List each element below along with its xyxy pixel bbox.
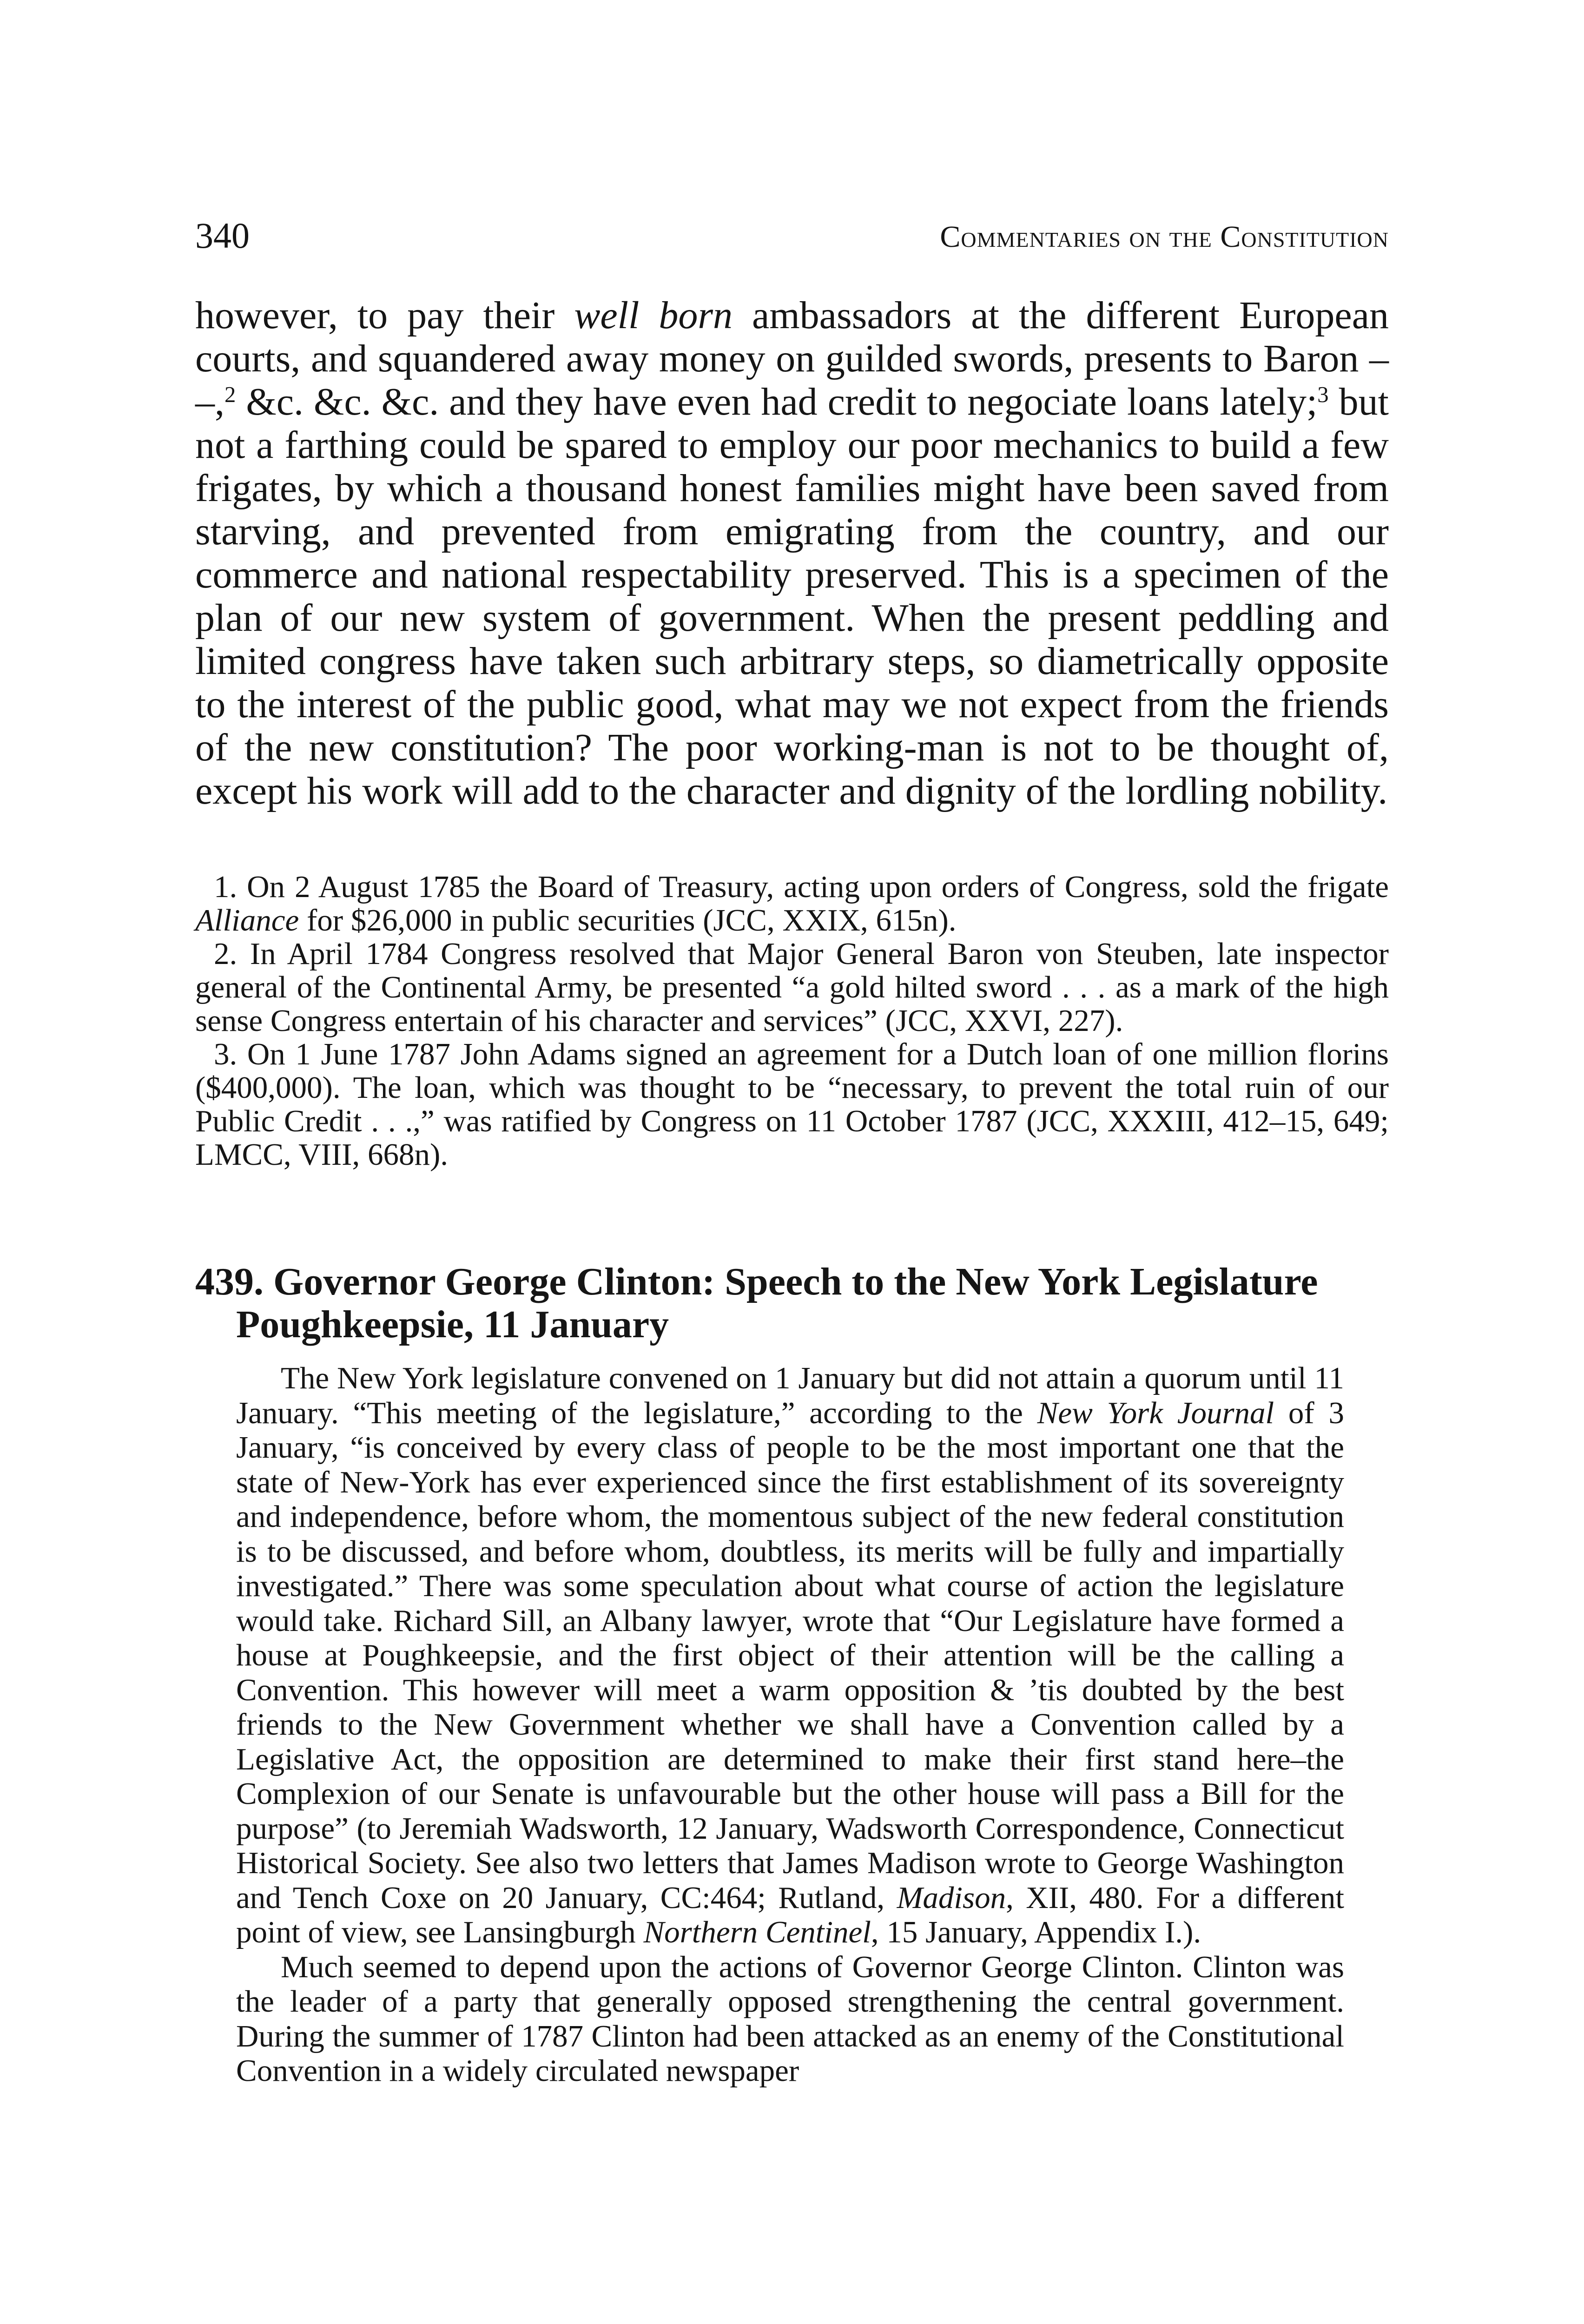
body-text-4: but not a farthing could be spared to employ our poor mechanics to build a few frigates, by which a thousand honest families might have been saved from starving, and prevented from emigrating from the country, and our commerce and national respectability preserved. This is a specimen of the plan of our new system of government. When the present peddling and limited congress have taken such arbitrary steps, so diametrically opposite to the interest of the public good, what may we not expect from the friends of the new constitution? The poor working-man is not to be thought of, except his work will add to the character and dignity of the lordling nobility. bbox=[195, 380, 1389, 812]
section-heading-line-2: Poughkeepsie, 11 January bbox=[236, 1303, 669, 1346]
intro-italic-madison: Madison bbox=[897, 1880, 1006, 1915]
running-head bbox=[195, 215, 1389, 257]
footnote-1-text-b: for $26,000 in public securities (JCC, XXIX, 615n). bbox=[299, 903, 957, 938]
footnote-ref-3: 3 bbox=[1317, 382, 1329, 408]
footnote-2: 2. In April 1784 Congress resolved that Major General Baron von Steuben, late inspector general of the Continental Army, be presented “a gold hilted sword . . . as a mark of the high sense Congress entertain of his character and services” (JCC, XXVI, 227). bbox=[195, 937, 1389, 1038]
body-italic-well-born: well born bbox=[574, 294, 733, 337]
body-paragraph bbox=[195, 294, 1389, 812]
section-heading bbox=[195, 1261, 1389, 1346]
footnote-1 bbox=[195, 870, 1389, 937]
body-text-1: however, to pay their bbox=[195, 294, 574, 337]
body-text-2: ambassadors at the different European courts, and squandered away money on guilded swords, presents to Baron – –, bbox=[195, 294, 1389, 423]
page-number: 340 bbox=[195, 215, 250, 256]
intro-paragraph-1 bbox=[236, 1361, 1344, 1950]
editorial-introduction bbox=[236, 1361, 1344, 2088]
footnote-1-italic: Alliance bbox=[195, 903, 299, 938]
intro-text-a: The New York legislature convened on 1 January but did not attain a quorum until 11 January. “This meeting of the legislature,” according to the bbox=[236, 1361, 1344, 1430]
footnotes bbox=[195, 870, 1389, 1171]
footnote-3: 3. On 1 June 1787 John Adams signed an agreement for a Dutch loan of one million florins ($400,000). The loan, which was thought to be “necessary, to prevent the total ruin of our Public Credit . . .,” was ratified by Congress on 11 October 1787 (JCC, XXXIII, 412–15, 649; LMCC, VIII, 668n). bbox=[195, 1037, 1389, 1172]
intro-italic-new-york-journal: New York Journal bbox=[1037, 1395, 1274, 1430]
section-heading-line-1: 439. Governor George Clinton: Speech to the New York Legislature bbox=[195, 1260, 1318, 1303]
running-title: Commentaries on the Constitution bbox=[940, 220, 1389, 254]
intro-paragraph-2: Much seemed to depend upon the actions of Governor George Clinton. Clinton was the leader of a party that generally opposed strengthening the central government. During the summer of 1787 Clinton had been attacked as an enemy of the Constitutional Convention in a widely circulated newspaper bbox=[236, 1949, 1344, 2088]
intro-text-b: of 3 January, “is conceived by every class of people to be the most important one that the state of New-York has ever experienced since the first establishment of its sovereignty and independence, before whom, the momentous subject of the new federal constitution is to be discussed, and before whom, doubtless, its merits will be fully and impartially investigated.” There was some speculation about what course of action the legislature would take. Richard Sill, an Albany lawyer, wrote that “Our Legislature have formed a house at Poughkeepsie, and the first object of their attention will be the calling a Convention. This however will meet a warm opposition & ’tis doubted by the best friends to the New Government whether we shall have a Convention called by a Legislative Act, the opposition are determined to make their first stand here–the Complexion of our Senate is unfavourable but the other house will pass a Bill for the purpose” (to Jeremiah Wadsworth, 12 January, Wadsworth Correspondence, Connecticut Historical Society. See also two letters that James Madison wrote to George Washington and Tench Coxe on 20 January, CC:464; Rutland, bbox=[236, 1395, 1345, 1915]
intro-text-d: , 15 January, Appendix I.). bbox=[871, 1915, 1201, 1949]
footnote-1-text-a: 1. On 2 August 1785 the Board of Treasury, acting upon orders of Congress, sold the frigate bbox=[214, 870, 1389, 904]
body-text-3: &c. &c. &c. and they have even had credit to negociate loans lately; bbox=[236, 380, 1318, 423]
intro-text-c: , XII, 480. For a different point of view, see Lansingburgh bbox=[236, 1880, 1345, 1949]
intro-italic-northern-centinel: Northern Centinel bbox=[643, 1915, 871, 1949]
footnote-ref-2: 2 bbox=[224, 382, 236, 408]
